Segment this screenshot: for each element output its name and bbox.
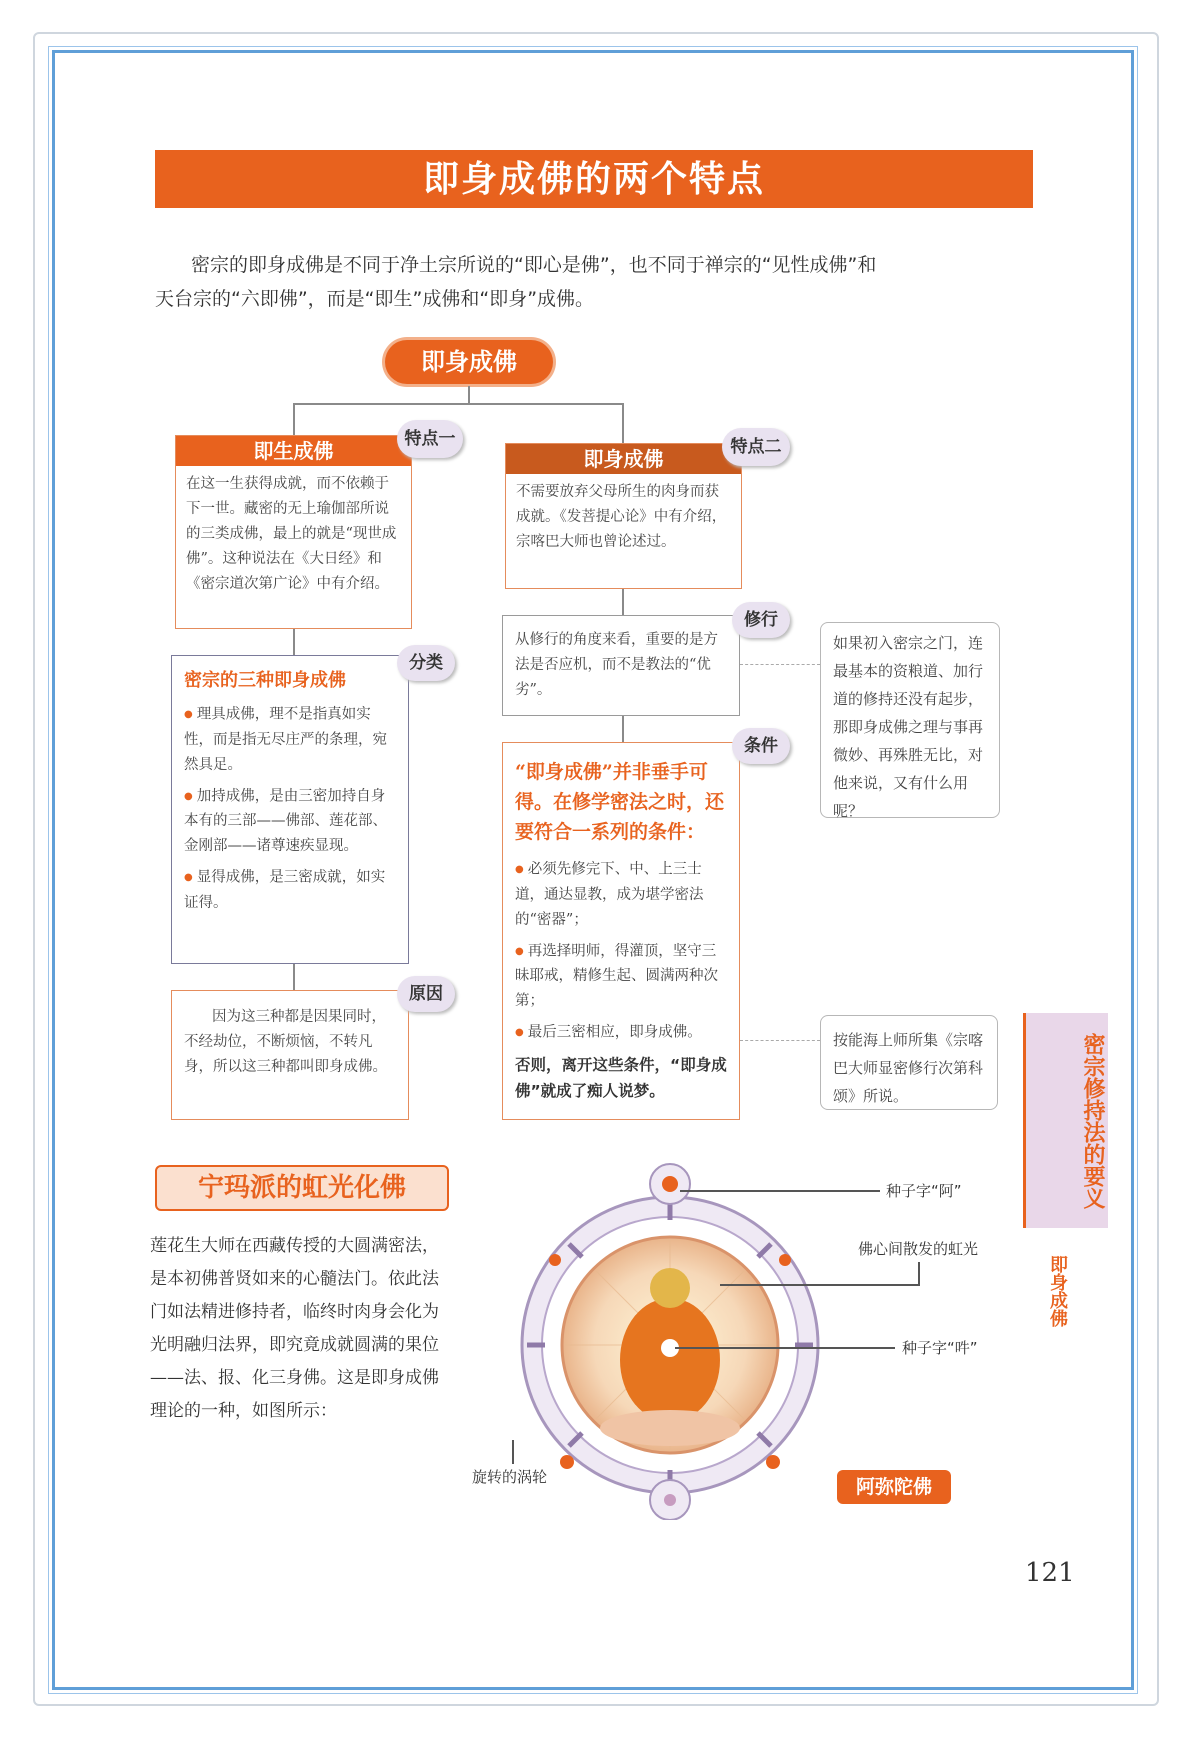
dashed-connector <box>740 664 820 665</box>
box-this-body-title: 即身成佛 <box>506 444 741 474</box>
box-immediate-life-text: 在这一生获得成就，而不依赖于下一世。藏密的无上瑜伽部所说的三类成佛，最上的就是“现世成佛”。这种说法在《大日经》和《密宗道次第广论》中有介绍。 <box>186 476 397 592</box>
box-reason <box>171 990 409 1120</box>
connector <box>622 587 624 615</box>
leader-line <box>918 1262 920 1284</box>
leader-line <box>720 1284 920 1286</box>
connector <box>293 403 295 435</box>
leader-line <box>675 1347 895 1349</box>
connector <box>293 627 295 655</box>
conditions-title: “即身成佛”并非垂手可得。在修学密法之时，还要符合一系列的条件： <box>515 761 725 843</box>
tag-conditions: 条件 <box>732 728 790 764</box>
intro-paragraph <box>155 248 1005 316</box>
connector <box>293 403 623 405</box>
box-this-body <box>505 443 742 589</box>
three-types-item: ● 显得成佛，是三密成就，如实证得。 <box>184 865 396 916</box>
intro-line-1: 密宗的即身成佛是不同于净土宗所说的“即心是佛”，也不同于禅宗的“见性成佛”和 <box>191 254 877 276</box>
dashed-connector <box>740 1040 820 1041</box>
amitabha-mandala-illustration <box>520 1160 820 1520</box>
box-immediate-life-title: 即生成佛 <box>176 436 411 466</box>
intro-line-2: 天台宗的“六即佛”，而是“即生”成佛和“即身”成佛。 <box>155 288 595 310</box>
connector <box>622 403 624 443</box>
tag-practice: 修行 <box>732 602 790 638</box>
label-seed-a: 种子字“阿” <box>886 1182 962 1200</box>
section-paragraph: 莲花生大师在西藏传授的大圆满密法，是本初佛普贤如来的心髓法门。依此法门如法精进修持者，临终时肉身会化为光明融归法界，即究竟成就圆满的果位——法、报、化三身佛。这是即身成佛理论的一种，如图所示： <box>150 1236 439 1421</box>
leader-line <box>512 1440 514 1464</box>
three-types-list <box>172 692 408 920</box>
side-section-label: 即身成佛 <box>1047 1255 1068 1327</box>
page-number: 121 <box>1025 1558 1075 1588</box>
conditions-note: 按能海上师所集《宗喀巴大师显密修行次第科颂》所说。 <box>820 1015 998 1110</box>
box-this-body-text: 不需要放弃父母所生的肉身而获成就。《发菩提心论》中有介绍，宗喀巴大师也曾论述过。 <box>516 484 727 550</box>
tag-feature-one: 特点一 <box>397 420 463 458</box>
box-conditions <box>502 742 740 1120</box>
connector <box>293 962 295 990</box>
conditions-footer: 否则，离开这些条件，“即身成佛”就成了痴人说梦。 <box>515 1055 727 1100</box>
label-rainbow-light: 佛心间散发的虹光 <box>858 1240 979 1258</box>
conditions-item: ● 最后三密相应，即身成佛。 <box>515 1020 727 1046</box>
reason-text: 因为这三种都是因果同时，不经劫位，不断烦恼，不转凡身，所以这三种都叫即身成佛。 <box>184 1009 387 1075</box>
three-types-item: ● 加持成佛，是由三密加持自身本有的三部——佛部、莲花部、金刚部——诸尊速疾显现。 <box>184 784 396 860</box>
three-types-title: 密宗的三种即身成佛 <box>184 670 346 691</box>
figure-caption-amitabha: 阿弥陀佛 <box>837 1470 951 1504</box>
three-types-item: ● 理具成佛，理不是指真如实性，而是指无尽庄严的条理，宛然具足。 <box>184 702 396 778</box>
practice-note: 如果初入密宗之门，连最基本的资粮道、加行道的修持还没有起步，那即身成佛之理与事再微妙、再殊胜无比，对他来说，又有什么用呢？ <box>820 622 1000 818</box>
tag-category: 分类 <box>397 645 455 681</box>
label-vortex: 旋转的涡轮 <box>472 1468 548 1486</box>
connector <box>622 714 624 742</box>
box-immediate-life <box>175 435 412 629</box>
section-title-rainbow-body: 宁玛派的虹光化佛 <box>155 1165 449 1211</box>
leader-line <box>680 1190 880 1192</box>
page-title: 即身成佛的两个特点 <box>155 150 1033 208</box>
tag-feature-two: 特点二 <box>722 428 790 466</box>
tag-reason: 原因 <box>397 976 455 1012</box>
conditions-item: ● 必须先修完下、中、上三士道，通达显教，成为堪学密法的“密器”； <box>515 857 727 933</box>
practice-text: 从修行的角度来看，重要的是方法是否应机，而不是教法的“优劣”。 <box>515 632 718 698</box>
box-practice <box>502 615 740 716</box>
label-seed-hum: 种子字“吽” <box>902 1339 978 1357</box>
conditions-list <box>503 857 739 1046</box>
conditions-item: ● 再选择明师，得灌顶，坚守三昧耶戒，精修生起、圆满两种次第； <box>515 939 727 1015</box>
diagram-root: 即身成佛 <box>385 340 553 384</box>
box-three-types <box>171 655 409 964</box>
connector <box>468 386 470 404</box>
side-chapter-tab: 密宗修持法的要义 <box>1023 1013 1108 1228</box>
